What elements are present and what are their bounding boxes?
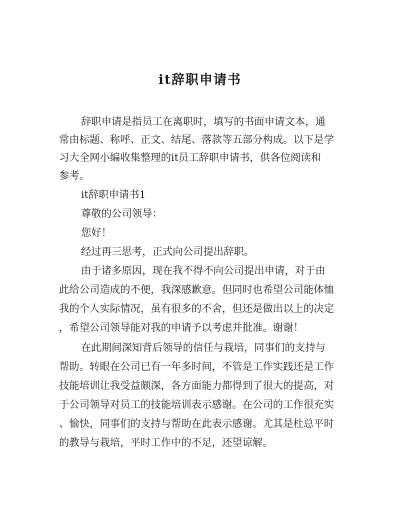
paragraph-line: 参考。 <box>59 171 90 182</box>
document-title: it辞职申请书 <box>158 73 242 88</box>
greeting: 您好！ <box>81 228 112 239</box>
paragraph-line: ，希望公司领导能对我的申请予以考虑并批准。谢谢！ <box>59 323 304 334</box>
paragraph-line: 辞职申请是指员工在离职时，填写的书面申请文本，通 <box>81 117 326 128</box>
paragraph-line: 常由标题、称呼、正文、结尾、落款等五部分构成。以下是学 <box>59 135 335 146</box>
paragraph-line: 在此期间深知背后领导的信任与栽培，同事们的支持与 <box>81 343 326 354</box>
section-heading: it辞职申请书1 <box>81 190 146 201</box>
paragraph-line: 帮助。转眼在公司已有一年多时间，不管是工作实践还是工作 <box>59 362 335 373</box>
salutation: 尊敬的公司领导： <box>81 209 163 220</box>
paragraph-line: 、愉快，同事们的支持与帮助在此表示感谢。尤其是杜总平时 <box>59 419 335 430</box>
paragraph-line: 习大全网小编收集整理的it员工辞职申请书，供各位阅读和 <box>59 153 322 164</box>
paragraph-line: 技能培训让我受益颇深，各方面能力都得到了很大的提高，对 <box>59 381 335 392</box>
paragraph-line: 的教导与栽培，平时工作中的不足，还望谅解。 <box>59 438 273 449</box>
paragraph-line: 此给公司造成的不便，我深感歉意。但同时也希望公司能体恤 <box>59 285 335 296</box>
paragraph-line: 我的个人实际情况，虽有很多的不舍，但还是做出以上的决定 <box>59 304 335 315</box>
paragraph-line: 由于诸多原因，现在我不得不向公司提出申请，对于由 <box>81 266 326 277</box>
paragraph-line: 于公司领导对员工的技能培训表示感谢。在公司的工作很充实 <box>59 400 335 411</box>
paragraph-line: 经过再三思考，正式向公司提出辞职。 <box>81 247 255 258</box>
